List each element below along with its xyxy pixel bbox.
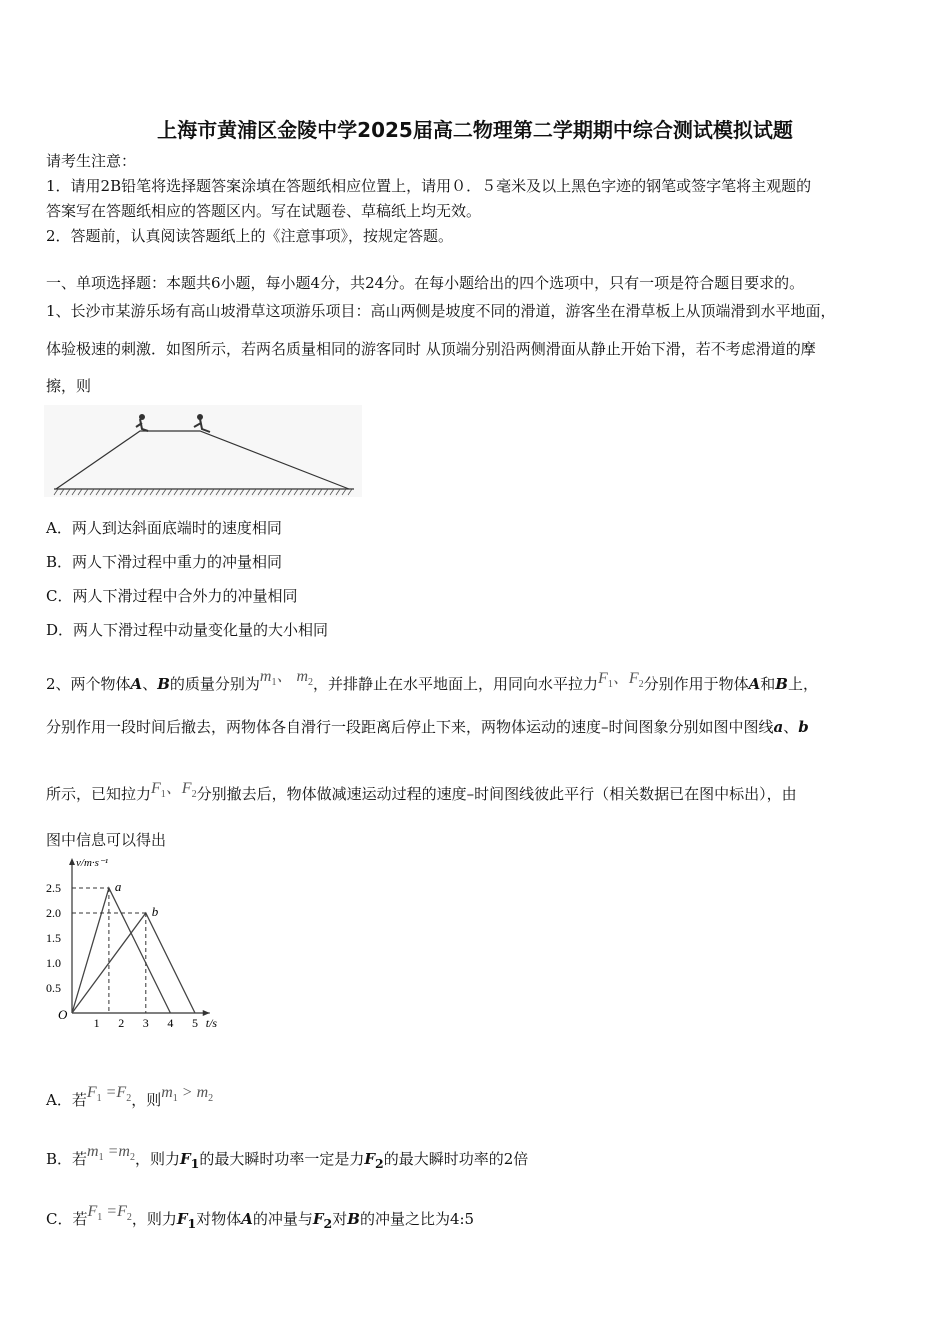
slope-figure <box>44 405 364 500</box>
q2-line-3: 所示，已知拉力$F_1$、$F_2$分别撤去后，物体做减速运动过程的速度–时间图线彼此平行（相关数据已在图中标出），由 <box>46 780 797 803</box>
q1-option-d: D．两人下滑过程中动量变化量的大小相同 <box>46 621 329 639</box>
origin-label: O <box>58 1007 68 1022</box>
y-axis-label: v/m·s⁻¹ <box>76 857 109 869</box>
notice-line: 答案写在答题纸相应的答题区内。写在试题卷、草稿纸上均无效。 <box>46 202 482 220</box>
notice-heading: 请考生注意： <box>46 152 137 170</box>
y-tick-label: 1.0 <box>46 956 61 970</box>
series-label-a: a <box>114 879 122 894</box>
x-tick-label: 2 <box>118 1016 125 1030</box>
q1-option-a: A．两人到达斜面底端时的速度相同 <box>46 519 282 537</box>
x-axis-label: t/s <box>205 1016 218 1030</box>
q1-text: 1、长沙市某游乐场有高山坡滑草这项游乐项目：高山两侧是坡度不同的滑道，游客坐在滑草板上从顶端滑到水平地面， <box>46 302 836 320</box>
x-tick-label: 5 <box>192 1016 198 1030</box>
q2-option-a: A．若$F_1 =F_2$，则$m_1 > m_2$ <box>46 1084 214 1109</box>
section-heading: 一、单项选择题：本题共6小题，每小题4分，共24分。在每小题给出的四个选项中，只有一项是符合题目要求的。 <box>46 274 805 292</box>
q2-line-1: 2、两个物体A、B的质量分别为$m_1$、 $m_2$，并排静止在水平地面上，用同向水平拉力$F_1$、$F_2$分别作用于物体A和B上， <box>46 668 818 693</box>
q2-line-2: 分别作用一段时间后撤去，两物体各自滑行一段距离后停止下来，两物体运动的速度–时间图象分别如图中图线a、b <box>46 718 809 736</box>
x-tick-label: 1 <box>93 1016 100 1030</box>
y-tick-label: 0.5 <box>46 981 61 995</box>
q1-option-c: C．两人下滑过程中合外力的冲量相同 <box>46 587 298 605</box>
y-tick-label: 1.5 <box>46 931 61 945</box>
q2-option-c: C．若$F_1 =F_2$，则力$F_1$对物体A的冲量与$F_2$对B的冲量之比为4:5 <box>46 1203 475 1231</box>
series-line-b <box>72 913 195 1013</box>
q1-text: 擦，则 <box>46 377 92 395</box>
notice-line: 1．请用2B铅笔将选择题答案涂填在答题纸相应位置上，请用０．５毫米及以上黑色字迹的钢笔或签字笔将主观题的 <box>46 177 812 195</box>
q2-line-4: 图中信息可以得出 <box>46 831 167 849</box>
y-tick-label: 2.0 <box>46 906 61 920</box>
notice-line: 2．答题前，认真阅读答题纸上的《注意事项》，按规定答题。 <box>46 227 454 245</box>
y-axis-arrow <box>69 858 75 865</box>
q1-text: 体验极速的刺激．如图所示，若两名质量相同的游客同时 从顶端分别沿两侧滑面从静止开始下滑，若不考虑滑道的摩 <box>46 340 816 358</box>
velocity-time-chart <box>40 852 260 1037</box>
x-tick-label: 3 <box>142 1016 149 1030</box>
q2-option-b: B．若$m_1 =m_2$，则力$F_1$的最大瞬时功率一定是力$F_2$的最大瞬时功率的2倍 <box>46 1143 529 1171</box>
series-label-b: b <box>151 904 159 919</box>
y-tick-label: 2.5 <box>46 881 61 895</box>
q1-option-b: B．两人下滑过程中重力的冲量相同 <box>46 553 283 571</box>
x-tick-label: 4 <box>167 1016 174 1030</box>
page-title: 上海市黄浦区金陵中学2025届高二物理第二学期期中综合测试模拟试题 <box>157 118 793 142</box>
